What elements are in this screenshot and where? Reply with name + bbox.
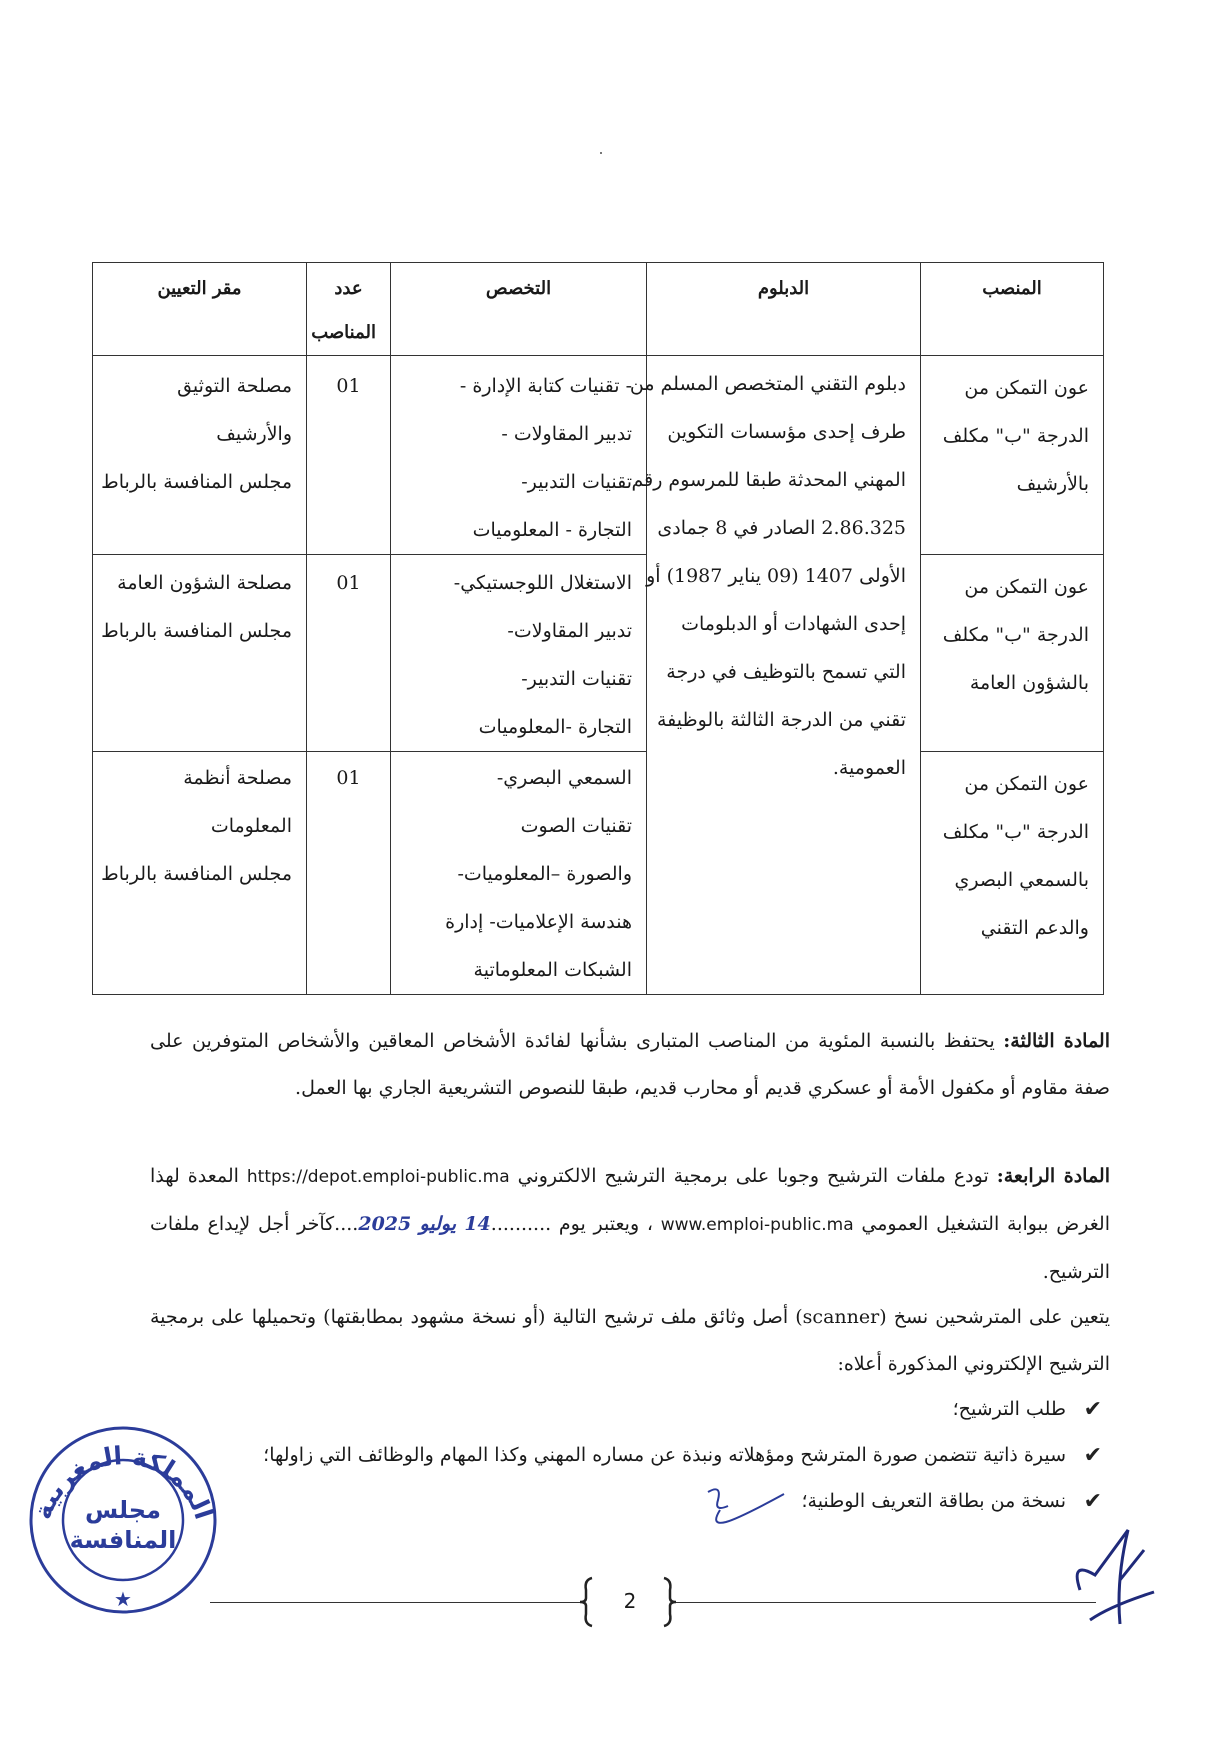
article-4-label: المادة الرابعة: xyxy=(996,1165,1110,1187)
list-item xyxy=(202,1478,1102,1524)
location-line: المعلومات xyxy=(210,815,292,837)
location-line: مجلس المنافسة بالرباط xyxy=(101,471,292,493)
footer-rule-left xyxy=(210,1602,582,1603)
table-row xyxy=(93,752,1104,995)
location-line: مجلس المنافسة بالرباط xyxy=(101,863,292,885)
article-4-text-b: المعدة لهذا الغرض ببوابة التشغيل العمومي xyxy=(150,1165,1110,1235)
specialty-line: التجارة -المعلوميات xyxy=(478,716,632,738)
post-line: والدعم التقني xyxy=(980,917,1089,939)
specialty-cell xyxy=(391,555,647,752)
post-line: الدرجة "ب" مكلف xyxy=(942,425,1089,447)
portal-link[interactable]: www.emploi-public.ma xyxy=(660,1215,854,1235)
post-cell xyxy=(921,356,1104,555)
location-line: مصلحة الشؤون العامة xyxy=(117,572,292,594)
location-line: مصلحة التوثيق xyxy=(177,375,292,397)
signature-icon xyxy=(1050,1520,1160,1640)
header-location: مقر التعيين xyxy=(93,263,307,356)
post-line: الدرجة "ب" مكلف xyxy=(942,821,1089,843)
specialty-line: التجارة - المعلوميات xyxy=(472,519,632,541)
article-4-text-a: تودع ملفات الترشيح وجوبا على برمجية الترشيح الالكتروني xyxy=(509,1165,997,1187)
header-diploma: الدبلوم xyxy=(647,263,921,356)
diploma-line: المهني المحدثة طبقا للمرسوم رقم xyxy=(631,469,906,491)
diploma-line: العمومية. xyxy=(832,757,906,779)
post-cell xyxy=(921,752,1104,995)
specialty-line: هندسة الإعلاميات- إدارة xyxy=(445,911,632,933)
specialty-line: تقنيات التدبير- xyxy=(521,668,632,690)
specialty-line: تقنيات التدبير- xyxy=(521,471,632,493)
specialty-cell xyxy=(391,752,647,995)
count-cell: 01 xyxy=(307,356,391,555)
location-cell xyxy=(93,752,307,995)
specialty-line: والصورة –المعلوميات- xyxy=(457,863,632,885)
diploma-line: طرف إحدى مؤسسات التكوين xyxy=(667,421,906,443)
scan-speck xyxy=(600,152,602,154)
header-specialty: التخصص xyxy=(391,263,647,356)
seal-outer-text: المملكة المغربية xyxy=(27,1441,219,1523)
positions-table xyxy=(92,262,1104,995)
count-cell: 01 xyxy=(307,555,391,752)
location-cell xyxy=(93,356,307,555)
specialty-line: تدبير المقاولات- xyxy=(507,620,632,642)
location-cell xyxy=(93,555,307,752)
list-item-text: سيرة ذاتية تتضمن صورة المترشح ومؤهلاته ونبذة عن مساره المهني وكذا المهام والوظائف التي زاولها؛ xyxy=(263,1444,1066,1466)
location-line: مجلس المنافسة بالرباط xyxy=(101,620,292,642)
list-item-text: نسخة من بطاقة التعريف الوطنية؛ xyxy=(801,1490,1066,1512)
post-line: بالأرشيف xyxy=(1016,473,1089,495)
post-cell xyxy=(921,555,1104,752)
page-number: 2 xyxy=(623,1589,637,1613)
post-line: بالشؤون العامة xyxy=(969,672,1089,694)
article-3 xyxy=(150,1018,1110,1112)
initials-signature-icon xyxy=(700,1482,790,1532)
header-count-line2: المناصب xyxy=(311,322,376,343)
footer-rule-right xyxy=(676,1602,1096,1603)
header-post: المنصب xyxy=(921,263,1104,356)
post-line: بالسمعي البصري xyxy=(954,869,1089,891)
deposit-link[interactable]: https://depot.emploi-public.ma xyxy=(246,1167,510,1187)
diploma-line: دبلوم التقني المتخصص المسلم من xyxy=(629,373,906,395)
seal-inner-line2: المنافسة xyxy=(69,1526,177,1554)
list-item xyxy=(202,1432,1102,1478)
specialty-line: تدبير المقاولات - xyxy=(501,423,632,445)
table-row xyxy=(93,356,1104,555)
post-line: عون التمكن من xyxy=(964,773,1089,795)
location-line: مصلحة أنظمة xyxy=(183,767,292,789)
checkmark-icon: ✔ xyxy=(1083,1442,1102,1468)
article-4 xyxy=(150,1153,1110,1296)
scan-paragraph: يتعين على المترشحين نسخ (scanner) أصل وثائق ملف ترشيح التالية (أو نسخة مشهود بمطابقتها) وتحميلها على برمجية الترشيح الإلكتروني المذكورة أعلاه: xyxy=(150,1306,1110,1375)
specialty-line: الاستغلال اللوجستيكي- xyxy=(453,572,632,594)
checkmark-icon: ✔ xyxy=(1083,1488,1102,1514)
seal-star-icon: ★ xyxy=(114,1587,132,1611)
list-item-text: طلب الترشيح؛ xyxy=(952,1398,1066,1420)
specialty-line: تقنيات الصوت xyxy=(520,815,632,837)
location-line: والأرشيف xyxy=(216,423,292,445)
diploma-line: إحدى الشهادات أو الدبلومات xyxy=(681,613,906,635)
diploma-line: التي تسمح بالتوظيف في درجة xyxy=(666,661,906,683)
article-4-text-c: ، ويعتبر يوم .......... xyxy=(490,1213,661,1235)
specialty-line: السمعي البصري- xyxy=(496,767,632,789)
diploma-line: تقني من الدرجة الثالثة بالوظيفة xyxy=(656,709,906,731)
seal-inner-line1: مجلس xyxy=(85,1496,161,1524)
council-seal-icon xyxy=(18,1408,228,1618)
count-cell: 01 xyxy=(307,752,391,995)
article-4-text-d: ....كآخر أجل لإيداع ملفات الترشيح. xyxy=(150,1213,1110,1283)
table-row xyxy=(93,555,1104,752)
specialty-cell xyxy=(391,356,647,555)
article-3-text: يحتفظ بالنسبة المئوية من المناصب المتبارى بشأنها لفائدة الأشخاص المعاقين والأشخاص المتوفرين على صفة مقاوم أو مكفول الأمة أو عسكري قديم أو محارب قديم، طبقا للنصوص التشريعية الجاري بها العمل. xyxy=(150,1030,1110,1099)
diploma-cell xyxy=(629,356,921,995)
specialty-line: - تقنيات كتابة الإدارة - xyxy=(459,375,632,397)
header-count xyxy=(307,263,391,356)
header-count-line1: عدد xyxy=(334,278,363,299)
post-line: عون التمكن من xyxy=(964,576,1089,598)
documents-checklist xyxy=(202,1386,1102,1524)
list-item xyxy=(202,1386,1102,1432)
handwritten-date: 14 يوليو 2025 xyxy=(358,1213,491,1235)
diploma-line: الأولى 1407 (09 يناير 1987) أو xyxy=(646,565,906,587)
article-3-label: المادة الثالثة: xyxy=(1003,1030,1110,1052)
specialty-line: الشبكات المعلوماتية xyxy=(473,959,632,981)
diploma-line: 2.86.325 الصادر في 8 جمادى xyxy=(657,517,906,539)
post-line: الدرجة "ب" مكلف xyxy=(942,624,1089,646)
post-line: عون التمكن من xyxy=(964,377,1089,399)
checkmark-icon: ✔ xyxy=(1083,1396,1102,1422)
